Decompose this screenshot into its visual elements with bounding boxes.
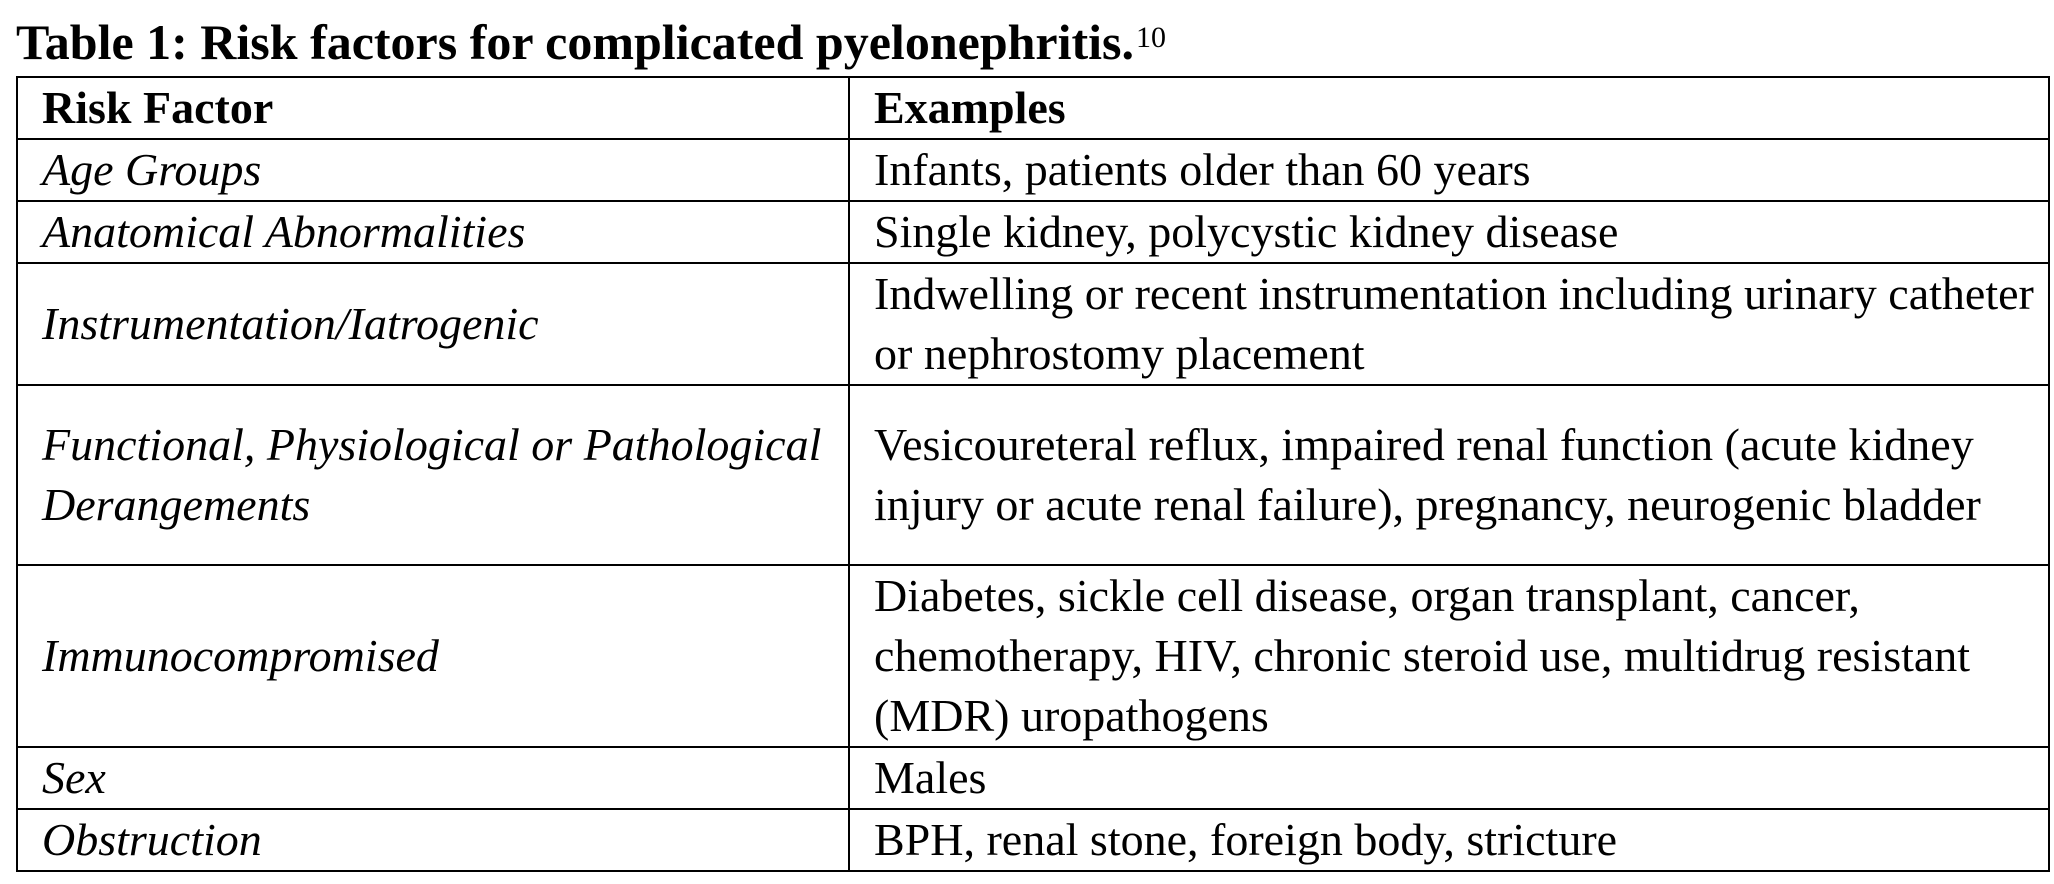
table-row	[17, 747, 2049, 809]
risk-factor-cell: Age Groups	[17, 139, 849, 201]
risk-factor-cell: Anatomical Abnormalities	[17, 201, 849, 263]
examples-cell: Males	[849, 747, 2049, 809]
table-caption	[16, 12, 1166, 72]
header-examples: Examples	[849, 77, 2049, 139]
examples-cell: Vesicoureteral reflux, impaired renal function (acute kidney injury or acute renal failure), pregnancy, neurogenic bladder	[849, 385, 2049, 565]
table-row	[17, 809, 2049, 871]
table-row	[17, 139, 2049, 201]
header-row	[17, 77, 2049, 139]
table-row	[17, 565, 2049, 747]
risk-factor-cell: Functional, Physiological or Pathological Derangements	[17, 385, 849, 565]
table-row	[17, 263, 2049, 385]
examples-cell: Indwelling or recent instrumentation including urinary catheter or nephrostomy placement	[849, 263, 2049, 385]
caption-reference: 10	[1136, 21, 1167, 54]
risk-factor-cell: Instrumentation/Iatrogenic	[17, 263, 849, 385]
caption-title: Table 1: Risk factors for complicated pyelonephritis.	[16, 14, 1135, 70]
examples-cell: Single kidney, polycystic kidney disease	[849, 201, 2049, 263]
examples-cell: Infants, patients older than 60 years	[849, 139, 2049, 201]
risk-factor-cell: Sex	[17, 747, 849, 809]
examples-cell: BPH, renal stone, foreign body, stricture	[849, 809, 2049, 871]
examples-cell: Diabetes, sickle cell disease, organ transplant, cancer, chemotherapy, HIV, chronic steroid use, multidrug resistant (MDR) uropathogens	[849, 565, 2049, 747]
risk-factors-table	[16, 76, 2050, 872]
table-row	[17, 385, 2049, 565]
table-row	[17, 201, 2049, 263]
risk-factor-cell: Immunocompromised	[17, 565, 849, 747]
risk-factor-cell: Obstruction	[17, 809, 849, 871]
header-risk-factor: Risk Factor	[17, 77, 849, 139]
